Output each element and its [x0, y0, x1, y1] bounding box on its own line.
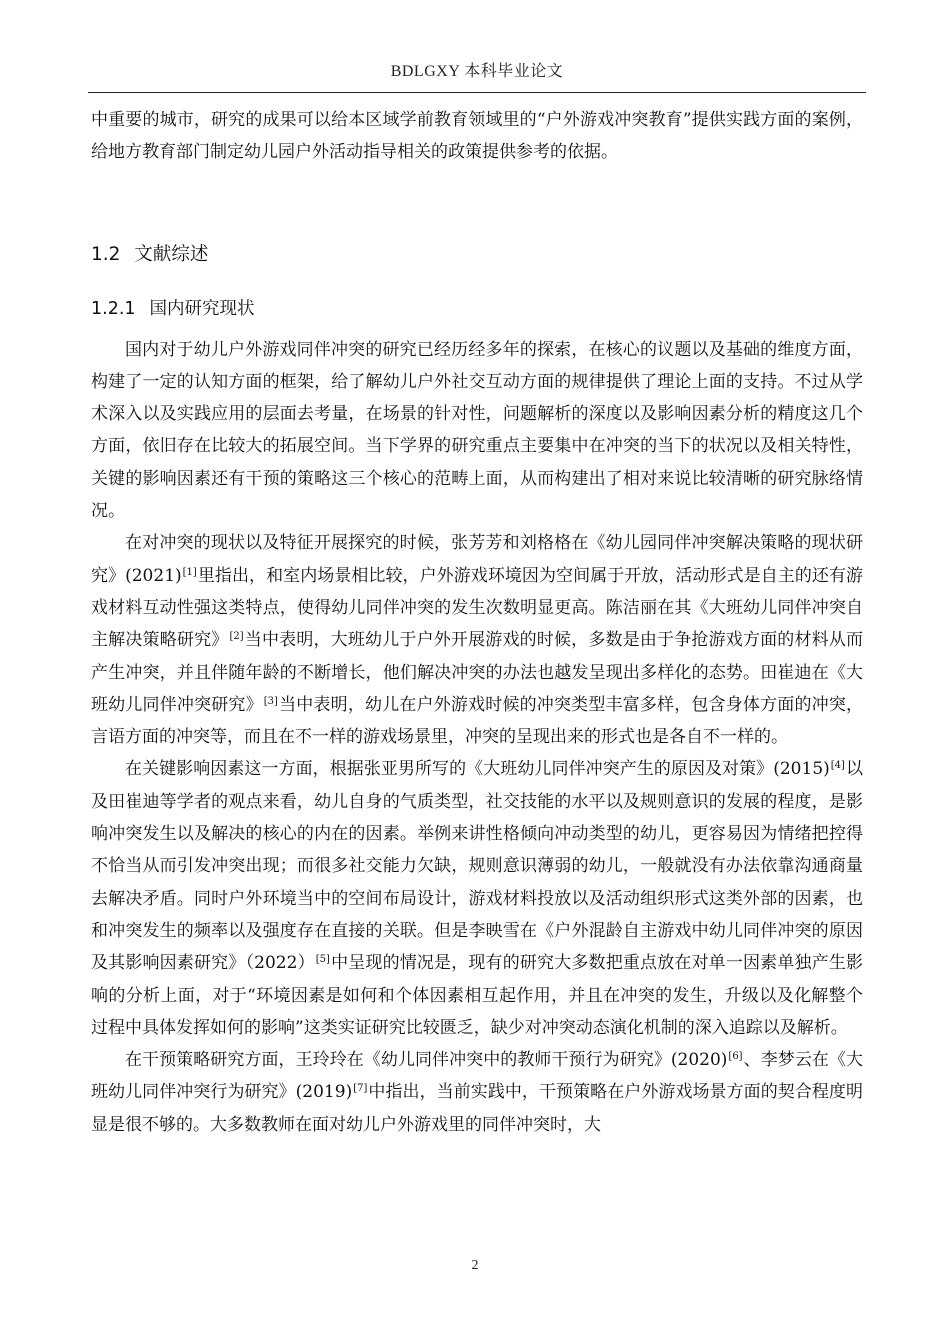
citation-ref: [6] — [728, 1051, 743, 1063]
subsection-title: 国内研究现状 — [149, 298, 255, 319]
paragraph-text: 中指出，当前实践中，干预策略在户外游戏场景方面的契合程度明显是很不够的。大多数教师在面对幼儿户外游戏里的同伴冲突时，大 — [91, 1082, 863, 1135]
paragraph-text: 在关键影响因素这一方面，根据张亚男所写的《大班幼儿同伴冲突产生的原因及对策》(2015) — [125, 759, 830, 780]
section-heading — [91, 240, 863, 294]
paragraph-influencing-factors — [91, 753, 863, 1044]
subsection-heading — [91, 294, 863, 334]
subsection-number: 1.2.1 — [91, 298, 136, 319]
paragraph-text: 里指出，和室内场景相比较，户外游戏环境因为空间属于开放，活动形式是自主的还有游戏材料互动性强这类特点，使得幼儿同伴冲突的发生次数明显更高。陈洁丽在其《大班幼儿同伴冲突自主解决策略研究》 — [91, 565, 863, 651]
running-header — [88, 52, 866, 93]
paragraph-text: 当中表明，大班幼儿于户外开展游戏的时候，多数是由于争抢游戏方面的材料从而产生冲突，并且伴随年龄的不断增长，他们解决冲突的办法也越发呈现出多样化的态势。田崔迪在《大班幼儿同伴冲突研究》 — [91, 630, 864, 715]
header-title: BDLGXY 本科毕业论文 — [390, 63, 564, 80]
section-title: 文献综述 — [134, 243, 209, 265]
paragraph-text: 中呈现的情况是，现有的研究大多数把重点放在对单一因素单独产生影响的分析上面，对于“环境因素是如何和个体因素相互起作用，并且在冲突的发生，升级以及化解整个过程中具体发挥如何的影响”这类实证研究比较匮乏，缺少对冲突动态演化机制的深入追踪以及解析。 — [91, 953, 863, 1038]
citation-ref: [4] — [830, 760, 845, 772]
paragraph-text: 当中表明，幼儿在户外游戏时候的冲突类型丰富多样，包含身体方面的冲突，言语方面的冲突等，而且在不一样的游戏场景里，冲突的呈现出来的形式也是各自不一样的。 — [91, 694, 864, 748]
paragraph-text: 在干预策略研究方面，王玲玲在《幼儿同伴冲突中的教师干预行为研究》(2020) — [125, 1050, 728, 1071]
citation-ref: [3] — [263, 695, 278, 707]
citation-ref: [5] — [315, 954, 330, 966]
section-gap — [91, 169, 863, 240]
page-footer — [0, 1258, 950, 1274]
carryover-paragraph: 中重要的城市，研究的成果可以给本区域学前教育领域里的“户外游戏冲突教育”提供实践方面的案例，给地方教育部门制定幼儿园户外活动指导相关的政策提供参考的依据。 — [91, 110, 863, 163]
page-number: 2 — [471, 1258, 479, 1273]
section-number: 1.2 — [91, 243, 121, 265]
paragraph-text: 在对冲突的现状以及特征开展探究的时候，张芳芳和刘格格在《幼儿园同伴冲突解决策略的现状研究》(2021) — [91, 533, 863, 586]
paragraph-conflict-characteristics — [91, 527, 863, 753]
paragraph-intervention-strategies — [91, 1044, 863, 1141]
paragraph-text: 、李梦云在《大班幼儿同伴冲突行为研究》(2019) — [91, 1050, 864, 1103]
citation-ref: [2] — [229, 631, 244, 643]
paragraph-domestic-overview: 国内对于幼儿户外游戏同伴冲突的研究已经历经多年的探索，在核心的议题以及基础的维度方面，构建了一定的认知方面的框架，给了解幼儿户外社交互动方面的规律提供了理论上面的支持。不过从学术深入以及实践应用的层面去考量，在场景的针对性，问题解析的深度以及影响因素分析的精度这几个方面，依旧存在比较大的拓展空间。当下学界的研究重点主要集中在冲突的当下的状况以及相关特性，关键的影响因素还有干预的策略这三个核心的范畴上面，从而构建出了相对来说比较清晰的研究脉络情况。 — [91, 339, 863, 522]
paragraph-text: 以及田崔迪等学者的观点来看，幼儿自身的气质类型，社交技能的水平以及规则意识的发展的程度，是影响冲突发生以及解决的核心的内在的因素。举例来讲性格倾向冲动类型的幼儿，更容易因为情绪把控得不恰当从而引发冲突出现；而很多社交能力欠缺，规则意识薄弱的幼儿，一般就没有办法依靠沟通商量去解决矛盾。同时户外环境当中的空间布局设计，游戏材料投放以及活动组织形式这类外部的因素，也和冲突发生的频率以及强度存在直接的关联。但是李映雪在《户外混龄自主游戏中幼儿同伴冲突的原因及其影响因素研究》（2022） — [91, 759, 863, 974]
page-body — [91, 104, 863, 1141]
citation-ref: [7] — [353, 1083, 368, 1095]
citation-ref: [1] — [182, 566, 197, 578]
